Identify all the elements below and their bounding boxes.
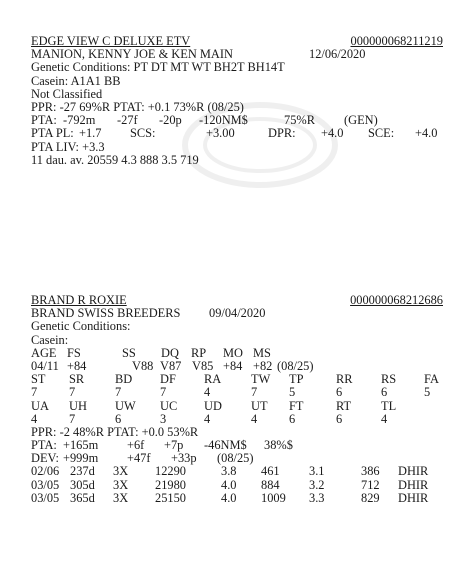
pta-gen: (GEN) bbox=[344, 113, 378, 128]
lact-protein: 386 bbox=[361, 464, 380, 479]
traits-values-2 bbox=[31, 413, 443, 426]
dev-fat: +47f bbox=[127, 451, 151, 466]
lact-fat: 461 bbox=[261, 464, 280, 479]
trait-label: TW bbox=[251, 372, 271, 387]
lactation-row bbox=[31, 492, 443, 505]
lact-fat: 884 bbox=[261, 477, 280, 492]
lact-milk: 25150 bbox=[155, 490, 186, 505]
pta-protein: -20p bbox=[159, 113, 182, 128]
trait-value: 4 bbox=[31, 411, 38, 426]
lact-milk: 21980 bbox=[155, 477, 186, 492]
lact-milkings: 3X bbox=[113, 477, 129, 492]
pta-fat: -27f bbox=[117, 113, 138, 128]
ppr-line: PPR: -2 48%R PTAT: +0.0 53%R bbox=[31, 424, 199, 439]
pta-milk: -792m bbox=[63, 113, 96, 128]
trait-label: FT bbox=[289, 398, 304, 413]
pta-reliability: 75%R bbox=[284, 113, 315, 128]
pta-reliability: 38%$ bbox=[264, 438, 293, 453]
trait-value: 3 bbox=[160, 411, 167, 426]
trait-label: RA bbox=[204, 372, 222, 387]
hdr-mo: MO bbox=[223, 345, 243, 360]
lact-milk: 12290 bbox=[155, 464, 186, 479]
owner-name: MANION, KENNY JOE & KEN MAIN bbox=[31, 47, 233, 62]
dpr-value: +4.0 bbox=[321, 126, 344, 141]
trait-label: SR bbox=[69, 372, 85, 387]
dev-date: (08/25) bbox=[217, 451, 254, 466]
trait-value: 4 bbox=[204, 385, 211, 400]
lactation-row bbox=[31, 465, 443, 478]
lact-protein-pct: 3.3 bbox=[309, 490, 325, 505]
hdr-dq: DQ bbox=[161, 345, 179, 360]
registration-number: 000000068211219 bbox=[350, 34, 443, 48]
daughter-average: 11 dau. av. 20559 4.3 888 3.5 719 bbox=[31, 152, 199, 167]
lactation-row bbox=[31, 479, 443, 492]
score-dq: V87 bbox=[160, 358, 182, 373]
trait-label: FA bbox=[424, 372, 439, 387]
pta-liv: PTA LIV: +3.3 bbox=[31, 139, 105, 154]
classification: Not Classified bbox=[31, 86, 103, 101]
trait-value: 7 bbox=[69, 411, 76, 426]
trait-label: UD bbox=[204, 398, 222, 413]
hdr-age: AGE bbox=[31, 345, 57, 360]
lact-protein-pct: 3.1 bbox=[309, 464, 325, 479]
score-header bbox=[31, 347, 443, 360]
dev-milk: +999m bbox=[63, 451, 99, 466]
pta-label: PTA: bbox=[31, 113, 57, 128]
owner-name: BRAND SWISS BREEDERS bbox=[31, 306, 181, 321]
trait-label: ST bbox=[31, 372, 46, 387]
lactation-history bbox=[31, 465, 443, 505]
animal-name: BRAND R ROXIE bbox=[31, 293, 127, 307]
score-age: 04/11 bbox=[31, 358, 59, 373]
pta-pl-line bbox=[31, 127, 443, 140]
scs-label: SCS: bbox=[130, 126, 156, 141]
genetic-conditions: Genetic Conditions: bbox=[31, 319, 131, 334]
lact-days: 305d bbox=[70, 477, 95, 492]
sce-label: SCE: bbox=[368, 126, 395, 141]
score-rp: V85 bbox=[192, 358, 214, 373]
lact-date: 02/06 bbox=[31, 464, 60, 479]
lact-date: 03/05 bbox=[31, 477, 60, 492]
trait-value: 6 bbox=[336, 411, 343, 426]
trait-value: 4 bbox=[251, 411, 258, 426]
hdr-rp: RP bbox=[191, 345, 207, 360]
trait-value: 7 bbox=[31, 385, 38, 400]
casein: Casein: A1A1 BB bbox=[31, 73, 121, 88]
lact-date: 03/05 bbox=[31, 490, 60, 505]
trait-label: RR bbox=[336, 372, 353, 387]
genetic-conditions: Genetic Conditions: PT DT MT WT BH2T BH14T bbox=[31, 60, 285, 75]
pta-pl-label: PTA PL: bbox=[31, 126, 74, 141]
trait-value: 4 bbox=[204, 411, 211, 426]
trait-value: 4 bbox=[381, 411, 388, 426]
trait-label: DF bbox=[160, 372, 176, 387]
trait-label: UA bbox=[31, 398, 49, 413]
animal-record-brand-roxie bbox=[31, 294, 443, 505]
trait-label: UT bbox=[251, 398, 268, 413]
score-ss: V88 bbox=[132, 358, 154, 373]
pta-protein: +7p bbox=[164, 438, 184, 453]
pta-net-merit: -46NM$ bbox=[204, 438, 247, 453]
lact-fat-pct: 3.8 bbox=[221, 464, 237, 479]
record-date: 12/06/2020 bbox=[309, 47, 366, 62]
trait-value: 7 bbox=[160, 385, 167, 400]
trait-value: 6 bbox=[289, 411, 296, 426]
pta-pl-value: +1.7 bbox=[79, 126, 102, 141]
trait-value: 7 bbox=[69, 385, 76, 400]
pta-net-merit: -120NM$ bbox=[199, 113, 248, 128]
lact-fat: 1009 bbox=[261, 490, 286, 505]
lact-source: DHIR bbox=[398, 490, 429, 505]
trait-value: 7 bbox=[115, 385, 122, 400]
lact-protein: 712 bbox=[361, 477, 380, 492]
dev-protein: +33p bbox=[171, 451, 197, 466]
record-date: 09/04/2020 bbox=[209, 306, 266, 321]
traits-labels-2 bbox=[31, 400, 443, 413]
score-mo: +84 bbox=[223, 358, 243, 373]
animal-name: EDGE VIEW C DELUXE ETV bbox=[31, 34, 191, 48]
lact-source: DHIR bbox=[398, 477, 429, 492]
trait-label: UH bbox=[69, 398, 87, 413]
trait-value: 5 bbox=[424, 385, 431, 400]
trait-value: 6 bbox=[336, 385, 343, 400]
pta-fat: +6f bbox=[127, 438, 145, 453]
trait-label: TP bbox=[289, 372, 304, 387]
traits-values-1 bbox=[31, 386, 443, 399]
score-fs: +84 bbox=[67, 358, 87, 373]
trait-value: 6 bbox=[115, 411, 122, 426]
score-date: (08/25) bbox=[277, 358, 314, 373]
trait-label: RT bbox=[336, 398, 352, 413]
hdr-ss: SS bbox=[122, 345, 136, 360]
trait-label: BD bbox=[115, 372, 133, 387]
lact-days: 365d bbox=[70, 490, 95, 505]
lact-source: DHIR bbox=[398, 464, 429, 479]
lact-fat-pct: 4.0 bbox=[221, 490, 237, 505]
lact-protein-pct: 3.2 bbox=[309, 477, 325, 492]
dpr-label: DPR: bbox=[268, 126, 296, 141]
score-ms: +82 bbox=[253, 358, 273, 373]
lact-fat-pct: 4.0 bbox=[221, 477, 237, 492]
trait-label: UW bbox=[115, 398, 136, 413]
trait-value: 7 bbox=[251, 385, 258, 400]
trait-label: RS bbox=[381, 372, 397, 387]
ppr-line: PPR: -27 69%R PTAT: +0.1 73%R (08/25) bbox=[31, 99, 244, 114]
lact-milkings: 3X bbox=[113, 490, 129, 505]
lact-protein: 829 bbox=[361, 490, 380, 505]
trait-value: 6 bbox=[381, 385, 388, 400]
hdr-ms: MS bbox=[253, 345, 271, 360]
registration-number: 000000068212686 bbox=[350, 293, 443, 307]
pta-label: PTA: bbox=[31, 438, 57, 453]
dev-label: DEV: bbox=[31, 451, 59, 466]
casein: Casein: bbox=[31, 332, 69, 347]
trait-label: TL bbox=[381, 398, 397, 413]
lact-days: 237d bbox=[70, 464, 95, 479]
lact-milkings: 3X bbox=[113, 464, 129, 479]
trait-label: UC bbox=[160, 398, 178, 413]
scs-value: +3.00 bbox=[206, 126, 235, 141]
pta-milk: +165m bbox=[63, 438, 99, 453]
hdr-fs: FS bbox=[67, 345, 81, 360]
animal-record-edge-view bbox=[31, 35, 443, 167]
trait-value: 5 bbox=[289, 385, 296, 400]
sce-value: +4.0 bbox=[415, 126, 438, 141]
